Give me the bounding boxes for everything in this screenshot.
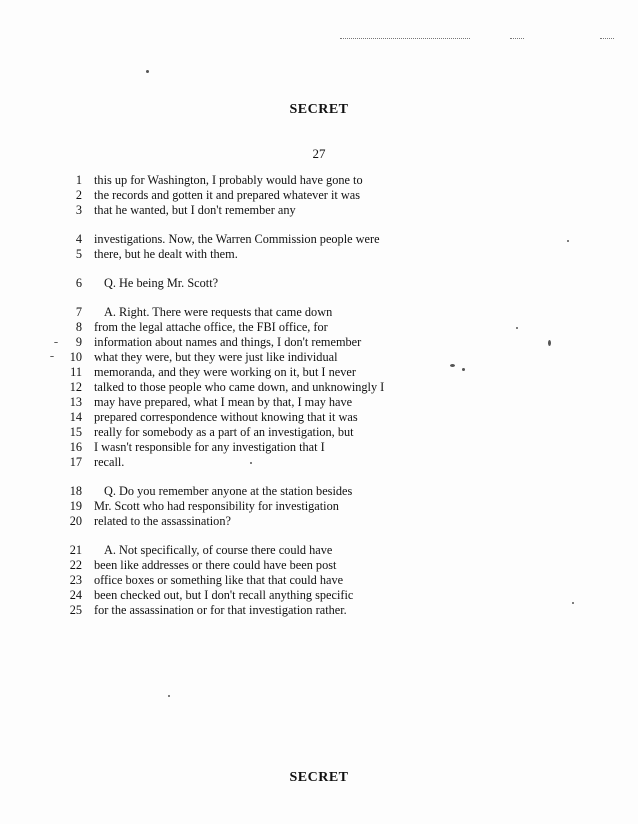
scan-speck: [168, 695, 170, 697]
line-text: information about names and things, I don't remember: [94, 335, 362, 349]
scan-speck: [54, 342, 58, 343]
line-number: 11: [70, 365, 82, 379]
transcript-line: [62, 440, 502, 455]
transcript-line: [62, 305, 502, 320]
line-text: what they were, but they were just like individual: [94, 350, 338, 364]
line-text: this up for Washington, I probably would have gone to: [94, 173, 363, 187]
transcript-line: [62, 365, 502, 380]
line-number: 8: [75, 320, 82, 334]
line-number: 6: [75, 276, 82, 290]
transcript-line: [62, 455, 502, 470]
scan-artifact-line: [340, 38, 470, 40]
scan-speck: [50, 356, 54, 357]
transcript-line: [62, 232, 502, 247]
line-number: 4: [75, 232, 82, 246]
classification-header: SECRET: [289, 102, 349, 117]
scan-speck: [516, 327, 518, 329]
line-number: 18: [69, 484, 82, 498]
line-number: 25: [69, 603, 82, 617]
line-number: 7: [75, 305, 82, 319]
transcript-line: [62, 484, 502, 499]
line-text: been like addresses or there could have been post: [94, 558, 337, 572]
line-number: 20: [69, 514, 82, 528]
transcript-line: [62, 543, 502, 558]
transcript-line: [62, 335, 502, 350]
page-number: 27: [312, 146, 326, 161]
transcript-line: [62, 350, 502, 365]
transcript-line: [62, 173, 502, 188]
line-text: that he wanted, but I don't remember any: [94, 203, 296, 217]
line-text: really for somebody as a part of an investigation, but: [94, 425, 354, 439]
transcript-line: [62, 514, 502, 529]
line-text: investigations. Now, the Warren Commission people were: [94, 232, 380, 246]
line-number: 1: [75, 173, 82, 187]
scan-speck: [567, 240, 569, 242]
line-text: Mr. Scott who had responsibility for investigation: [94, 499, 339, 513]
scan-speck: [572, 602, 574, 604]
line-number: 2: [75, 188, 82, 202]
transcript-line: [62, 395, 502, 410]
line-number: 3: [75, 203, 82, 217]
line-text: for the assassination or for that investigation rather.: [94, 603, 347, 617]
line-text: may have prepared, what I mean by that, I may have: [94, 395, 353, 409]
transcript-line: [62, 320, 502, 335]
line-number: 23: [69, 573, 82, 587]
line-text: office boxes or something like that that could have: [94, 573, 344, 587]
line-number: 16: [69, 440, 82, 454]
scan-speck: [462, 368, 465, 371]
line-number: 14: [69, 410, 82, 424]
line-text: prepared correspondence without knowing that it was: [94, 410, 358, 424]
line-number: 19: [69, 499, 82, 513]
line-text: recall.: [94, 455, 125, 469]
transcript-line: [62, 203, 502, 218]
line-number: 17: [69, 455, 82, 469]
line-number: 15: [69, 425, 82, 439]
line-number: 12: [69, 380, 82, 394]
scan-artifact-line: [600, 38, 614, 40]
transcript-line: [62, 603, 502, 618]
transcript-line: [62, 380, 502, 395]
line-text: A. Right. There were requests that came down: [104, 305, 333, 319]
line-text: from the legal attache office, the FBI office, for: [94, 320, 328, 334]
line-text: Q. Do you remember anyone at the station besides: [104, 484, 353, 498]
line-text: Q. He being Mr. Scott?: [104, 276, 219, 290]
line-text: been checked out, but I don't recall anything specific: [94, 588, 354, 602]
line-number: 5: [75, 247, 82, 261]
transcript-line: [62, 499, 502, 514]
line-text: I wasn't responsible for any investigation that I: [94, 440, 325, 454]
classification-footer: SECRET: [289, 770, 349, 785]
transcript-line: [62, 410, 502, 425]
scan-speck: [548, 340, 551, 346]
line-text: A. Not specifically, of course there could have: [104, 543, 333, 557]
transcript-line: [62, 276, 502, 291]
line-text: the records and gotten it and prepared whatever it was: [94, 188, 360, 202]
transcript-line: [62, 558, 502, 573]
line-number: 13: [69, 395, 82, 409]
line-number: 24: [69, 588, 82, 602]
line-text: there, but he dealt with them.: [94, 247, 238, 261]
line-text: talked to those people who came down, and unknowingly I: [94, 380, 385, 394]
scan-speck: [146, 70, 149, 73]
transcript-line: [62, 188, 502, 203]
line-number: 22: [69, 558, 82, 572]
line-number: 10: [69, 350, 82, 364]
line-number: 9: [75, 335, 82, 349]
scan-speck: [450, 364, 455, 367]
transcript-line: [62, 588, 502, 603]
transcript-line: [62, 573, 502, 588]
transcript-line: [62, 247, 502, 262]
transcript-body: [62, 173, 502, 618]
scan-artifact-line: [510, 38, 524, 40]
line-text: related to the assassination?: [94, 514, 231, 528]
scan-speck: [250, 462, 252, 464]
line-text: memoranda, and they were working on it, but I never: [94, 365, 356, 379]
transcript-line: [62, 425, 502, 440]
line-number: 21: [69, 543, 82, 557]
